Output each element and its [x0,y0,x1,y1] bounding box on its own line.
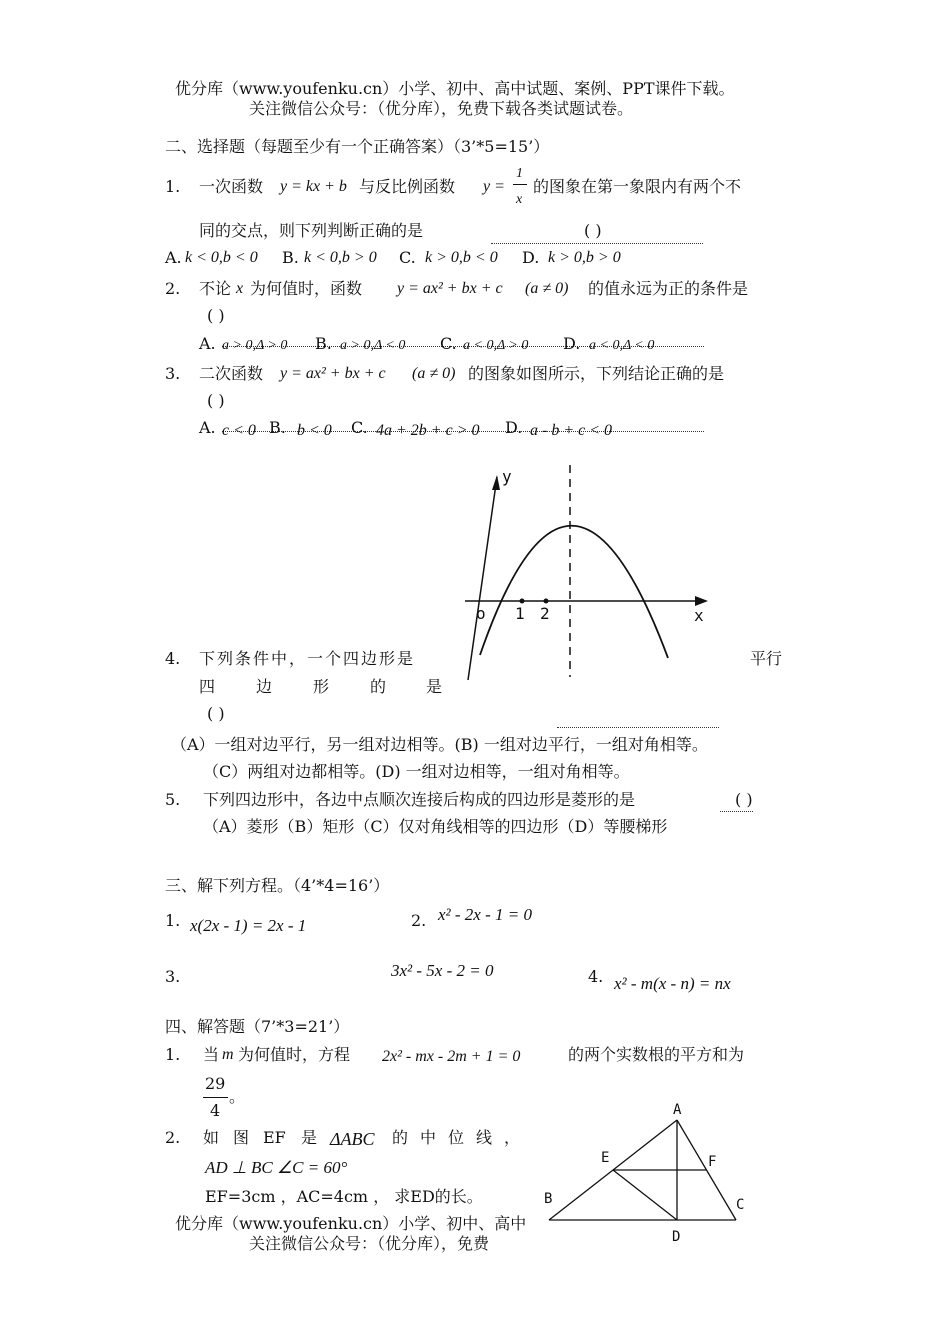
condition: AD ⊥ BC ∠C = 60° [205,1158,348,1177]
q-text-tail: 平行 [750,649,783,668]
fraction-numerator: 29 [205,1074,226,1093]
fraction-bar [203,1097,228,1098]
q-text: 的值永远为正的条件是 [588,279,749,298]
option-a: A. [165,248,182,267]
formula-inverse-lhs: y = [483,178,505,195]
q-number: 1. [165,177,181,196]
q-text: 同的交点，则下列判断正确的是 [199,221,424,240]
equation: 2x² - mx - 2m + 1 = 0 [382,1048,521,1065]
option-d-math: a - b + c < 0 [530,422,613,439]
fraction-numerator: 1 [516,166,523,181]
option-b-math: b < 0 [297,422,332,439]
equation-3: 3x² - 5x - 2 = 0 [391,961,494,980]
option-a: A. [199,418,216,437]
option-d: D. [522,248,540,267]
q-text: 的图象在第一象限内有两个不 [533,177,742,196]
answer-paren: ( ) [207,391,225,410]
q-text: 下列条件中，一个四边形是 [199,649,416,668]
tick-label-2: 2 [540,604,550,623]
option-a-math: a > 0,Δ > 0 [222,338,288,353]
equation-1: x(2x - 1) = 2x - 1 [190,916,307,935]
answer-blank-line [557,727,719,728]
origin-label: o [476,604,486,623]
option-b-math: k < 0,b > 0 [304,249,377,266]
option-b: B. [315,334,332,353]
q-text: 与反比例函数 [359,177,456,196]
q-word: 是 [426,677,443,696]
q-word: 边 [256,677,273,696]
q-text: 的图象如图所示，下列结论正确的是 [468,364,725,383]
vertex-c: C [736,1197,745,1213]
option-b: B. [282,248,299,267]
option-d-math: a < 0,Δ < 0 [589,338,655,353]
segment-ed [613,1170,677,1220]
equation-4: x² - m(x - n) = nx [614,974,731,993]
var-x: x [236,280,244,297]
options-ab: （A）一组对边平行，另一组对边相等。(B) 一组对边平行，一组对角相等。 [171,735,708,754]
option-c: C. [399,248,416,267]
footer-line-1: 优分库（www.youfenku.cn）小学、初中、高中 [175,1214,527,1233]
period: 。 [229,1087,246,1106]
eq4-number: 4. [588,967,604,986]
parabola-graph [440,455,730,685]
option-a: A. [199,334,216,353]
option-c-math: a < 0,Δ > 0 [463,338,529,353]
point-d: D [672,1229,681,1245]
x-label: x [694,606,704,625]
vertex-a: A [673,1102,682,1118]
equation-2: x² - 2x - 1 = 0 [438,905,532,924]
option-c: C. [351,418,368,437]
q-number: 1. [165,1045,181,1064]
answer-paren: ( ) [207,306,225,325]
point-e: E [601,1150,610,1166]
parabola-curve [480,526,668,658]
y-label: y [502,467,512,486]
option-d: D. [563,334,581,353]
header-line-1: 优分库（www.youfenku.cn）小学、初中、高中试题、案例、PPT课件下载。 [175,79,735,98]
formula-quadratic: y = ax² + bx + c [280,365,386,382]
options: （A）菱形（B）矩形（C）仅对角线相等的四边形（D）等腰梯形 [203,817,668,836]
option-c: C. [440,334,457,353]
condition: (a ≠ 0) [412,365,456,382]
section-2-title: 二、选择题（每题至少有一个正确答案）（3’*5=15’） [165,137,550,156]
q-text: 为何值时，方程 [238,1045,351,1064]
q-word: EF [263,1128,286,1147]
eq2-number: 2. [411,911,427,930]
tick-label-1: 1 [515,604,525,623]
option-b-math: a > 0,Δ < 0 [340,338,406,353]
option-a-math: c < 0 [222,422,256,439]
fraction-bar [513,184,527,185]
tick-point-2 [544,599,549,604]
answer-blank-line [491,243,703,244]
y-axis-arrow [492,475,500,490]
q-text: 为何值时，函数 [250,279,363,298]
q-word: 位 [448,1128,465,1147]
vertex-b: B [544,1191,553,1207]
var-m: m [222,1046,234,1063]
q-word: 形 [313,677,330,696]
option-b: B. [269,418,286,437]
point-f: F [708,1154,717,1170]
triangle-figure [538,1098,753,1248]
formula-linear: y = kx + b [280,178,347,195]
q-text: 不论 [199,279,232,298]
fraction-denominator: 4 [210,1101,221,1120]
q-word: 中 [420,1128,437,1147]
answer-paren: ( ) [207,704,225,723]
q-number: 4. [165,649,181,668]
answer-paren: ( ) [735,790,753,809]
q-text: EF=3cm ，AC=4cm ， 求ED的长。 [205,1187,483,1206]
q-word: 如 [203,1128,220,1147]
q-word: ， [504,1128,521,1147]
q-word: 的 [370,677,387,696]
triangle-abc: ΔABC [330,1129,375,1149]
formula-quadratic: y = ax² + bx + c [397,280,503,297]
q-text: 的两个实数根的平方和为 [568,1045,745,1064]
q-number: 2. [165,1128,181,1147]
option-c-math: 4a + 2b + c > 0 [376,422,480,439]
q-text: 当 [203,1045,220,1064]
eq3-number: 3. [165,967,181,986]
option-d: D. [505,418,523,437]
option-d-math: k > 0,b > 0 [548,249,621,266]
q-word: 线 [476,1128,493,1147]
answer-paren: ( ) [584,221,602,240]
header-line-2: 关注微信公众号：（优分库），免费下载各类试题试卷。 [249,99,634,118]
option-c-math: k > 0,b < 0 [425,249,498,266]
q-number: 3. [165,364,181,383]
q-word: 是 [301,1128,318,1147]
q-text: 一次函数 [199,177,264,196]
fraction-denominator: x [516,192,523,207]
q-number: 5. [165,790,181,809]
q-number: 2. [165,279,181,298]
q-word: 的 [392,1128,409,1147]
q-word: 四 [199,677,216,696]
footer-line-2: 关注微信公众号：（优分库），免费 [249,1234,490,1253]
answer-blank-line [720,811,753,812]
tick-point-1 [520,599,525,604]
q-word: 图 [233,1128,250,1147]
eq1-number: 1. [165,911,181,930]
section-4-title: 四、解答题（7’*3=21’） [165,1017,350,1036]
x-axis-arrow [695,596,708,606]
q-text: 二次函数 [199,364,264,383]
option-a-math: k < 0,b < 0 [185,249,258,266]
q-text: 下列四边形中，各边中点顺次连接后构成的四边形是菱形的是 [203,790,636,809]
section-3-title: 三、解下列方程。（4’*4=16’） [165,876,390,895]
options-cd: （C）两组对边都相等。(D) 一组对边相等，一组对角相等。 [203,762,630,781]
condition: (a ≠ 0) [525,280,569,297]
